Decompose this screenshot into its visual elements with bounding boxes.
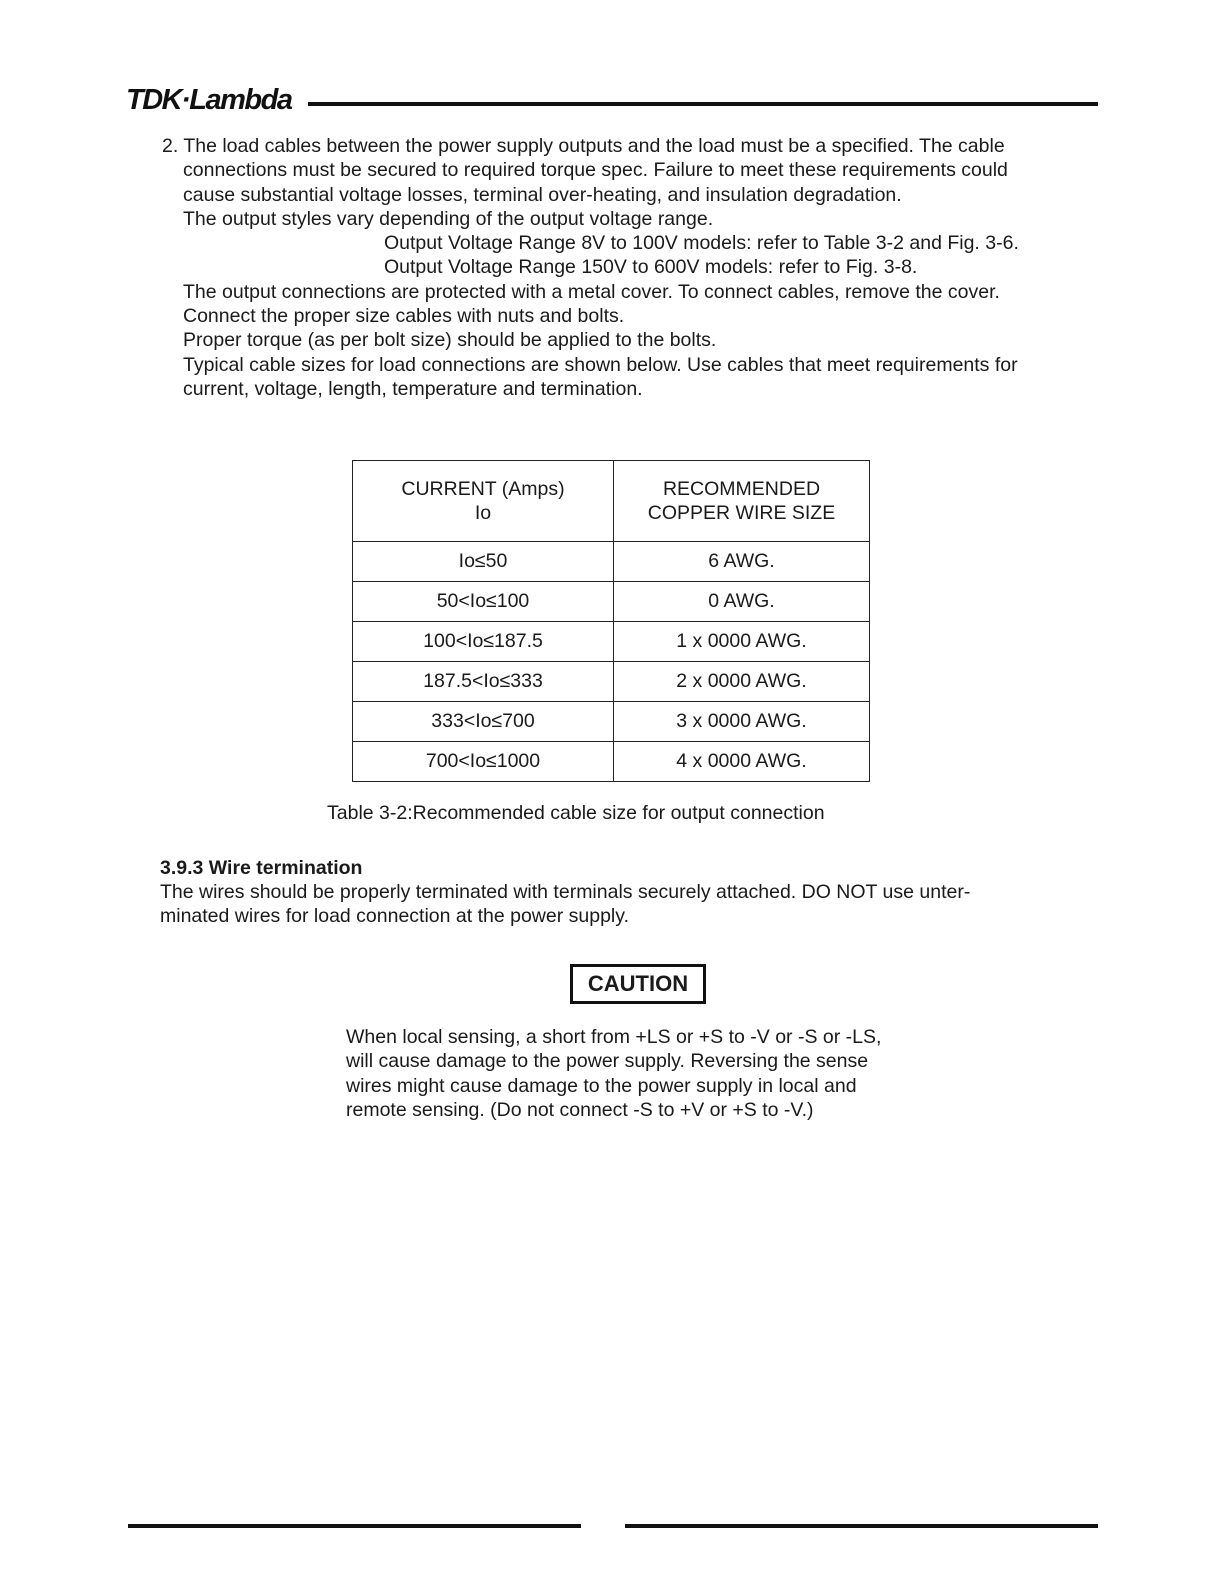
current-cell: 333<Io≤700 [353,702,614,742]
caution-line: will cause damage to the power supply. Reversing the sense [346,1050,869,1073]
cable-instructions [162,134,1102,401]
section-body-line: The wires should be properly terminated with terminals securely attached. DO NOT use unter- [160,881,971,903]
caution-line: remote sensing. (Do not connect -S to +V or +S to -V.) [346,1098,814,1121]
paragraph-line: Proper torque (as per bolt size) should be applied to the bolts. [183,329,717,352]
current-cell: Io≤50 [353,542,614,582]
caution-line: When local sensing, a short from +LS or +S to -V or -S or -LS, [346,1026,882,1048]
current-cell: 50<Io≤100 [353,582,614,622]
table-row [353,622,870,662]
current-cell: 187.5<Io≤333 [353,662,614,702]
current-cell: 700<Io≤1000 [353,742,614,782]
header-rule [308,102,1098,106]
wire-cell: 4 x 0000 AWG. [614,742,870,782]
section-body [160,880,1100,929]
header-wire-line2: COPPER WIRE SIZE [647,502,836,524]
header-current [353,461,614,542]
paragraph-line: The output connections are protected with a metal cover. To connect cables, remove the cover. [183,280,1000,303]
table-row [353,662,870,702]
paragraph-line: 2. The load cables between the power supply outputs and the load must be a specified. The cable [162,135,1005,157]
wire-cell: 2 x 0000 AWG. [614,662,870,702]
paragraph-line: connections must be secured to required torque spec. Failure to meet these requirements could [183,159,1008,182]
header-wire-size [614,461,870,542]
table-header-row [353,461,870,542]
section-title: 3.9.3 Wire termination [160,857,363,879]
wire-cell: 1 x 0000 AWG. [614,622,870,662]
section-body-line: minated wires for load connection at the power supply. [160,905,629,928]
table-caption: Table 3-2:Recommended cable size for output connection [327,802,825,824]
paragraph-line: The output styles vary depending of the output voltage range. [183,207,714,230]
paragraph-line: Typical cable sizes for load connections are shown below. Use cables that meet requirements for [183,353,1018,376]
paragraph-line: Connect the proper size cables with nuts and bolts. [183,305,625,328]
brand-logo: TDK·Lambda [126,84,292,116]
header-current-line2: Io [474,502,492,524]
table-row [353,582,870,622]
paragraph-line: Output Voltage Range 8V to 100V models: refer to Table 3-2 and Fig. 3-6. [384,232,1019,255]
table-row [353,542,870,582]
header-wire-line1: RECOMMENDED [662,478,821,500]
footer-rule-left [128,1524,581,1528]
header-current-line1: CURRENT (Amps) [401,478,565,500]
caution-label: CAUTION [570,964,706,1004]
wire-cell: 0 AWG. [614,582,870,622]
footer-rule-right [625,1524,1098,1528]
caution-text [346,1025,936,1122]
paragraph-line: Output Voltage Range 150V to 600V models: refer to Fig. 3-8. [384,256,918,279]
wire-cell: 6 AWG. [614,542,870,582]
paragraph-line: cause substantial voltage losses, terminal over-heating, and insulation degradation. [183,183,902,206]
table-row [353,742,870,782]
caution-line: wires might cause damage to the power supply in local and [346,1074,857,1097]
wire-cell: 3 x 0000 AWG. [614,702,870,742]
current-cell: 100<Io≤187.5 [353,622,614,662]
table-row [353,702,870,742]
paragraph-line: current, voltage, length, temperature and termination. [183,377,643,400]
cable-size-table [352,460,870,782]
